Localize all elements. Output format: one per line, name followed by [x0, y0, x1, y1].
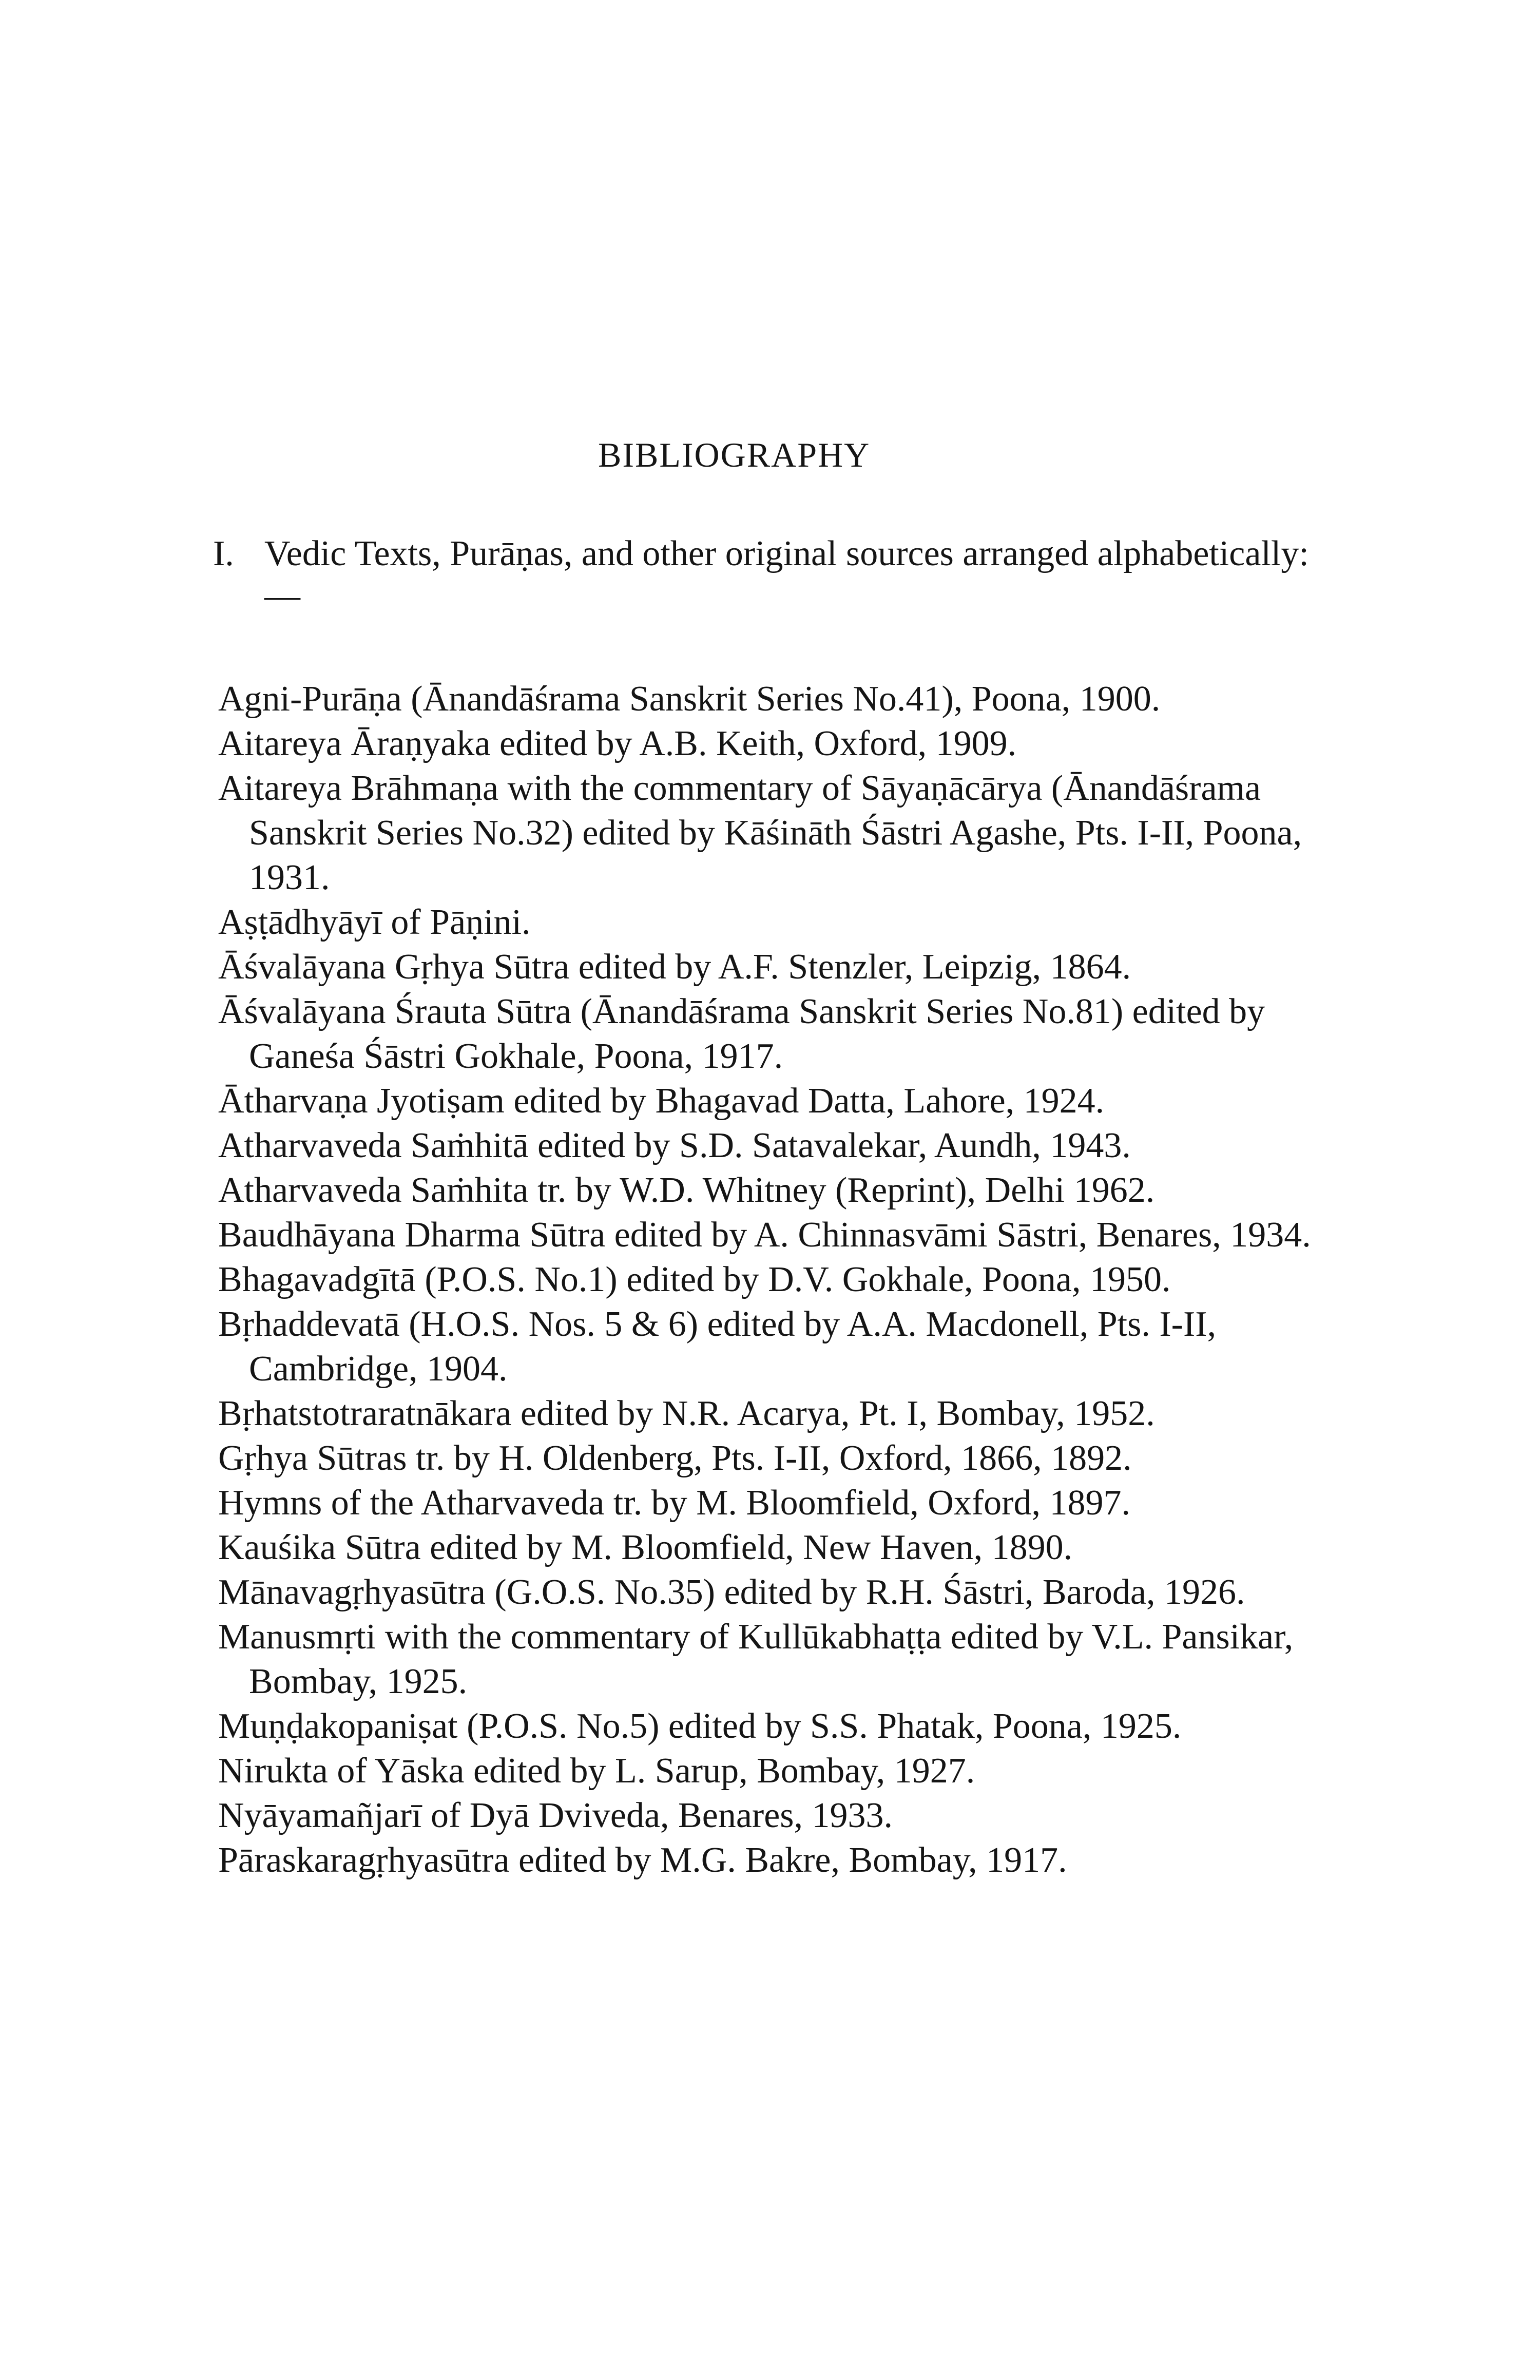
bibliography-entry: Aitareya Āraṇyaka edited by A.B. Keith, Oxford, 1909. — [218, 724, 1017, 763]
bibliography-entry: Manusmṛti with the commentary of Kullūkabhaṭṭa edited by V.L. Pansikar, Bombay, 1925. — [218, 1617, 1294, 1701]
bibliography-entry: Āśvalāyana Gṛhya Sūtra edited by A.F. Stenzler, Leipzig, 1864. — [218, 947, 1131, 987]
section-heading-text: Vedic Texts, Purāṇas, and other original sources arranged alphabetically:— — [264, 534, 1309, 616]
bibliography-entry: Atharvaveda Saṁhitā edited by S.D. Satavalekar, Aundh, 1943. — [218, 1126, 1131, 1165]
bibliography-entry: Aṣṭādhyāyī of Pāṇini. — [218, 903, 531, 942]
bibliography-entry: Muṇḍakopaniṣat (P.O.S. No.5) edited by S.S. Phatak, Poona, 1925. — [218, 1706, 1182, 1746]
bibliography-entry: Āśvalāyana Śrauta Sūtra (Ānandāśrama Sanskrit Series No.81) edited by Ganeśa Śāstri Gokhale, Poona, 1917. — [218, 992, 1265, 1076]
bibliography-entry: Nirukta of Yāska edited by L. Sarup, Bombay, 1927. — [218, 1751, 975, 1791]
section-heading — [213, 533, 1317, 617]
bibliography-entry: Mānavagṛhyasūtra (G.O.S. No.35) edited by R.H. Śāstri, Baroda, 1926. — [218, 1572, 1245, 1612]
page-title: BIBLIOGRAPHY — [598, 435, 871, 474]
bibliography-entry: Pāraskaragṛhyasūtra edited by M.G. Bakre, Bombay, 1917. — [218, 1840, 1067, 1880]
bibliography-entry: Agni-Purāṇa (Ānandāśrama Sanskrit Series No.41), Poona, 1900. — [218, 679, 1161, 719]
bibliography-entry: Bṛhaddevatā (H.O.S. Nos. 5 & 6) edited by A.A. Macdonell, Pts. I-II, Cambridge, 1904. — [218, 1304, 1217, 1389]
bibliography-entry: Bhagavadgītā (P.O.S. No.1) edited by D.V. Gokhale, Poona, 1950. — [218, 1260, 1171, 1299]
bibliography-entry: Aitareya Brāhmaṇa with the commentary of Sāyaṇācārya (Ānandāśrama Sanskrit Series No.32) edited by Kāśināth Śāstri Agashe, Pts. I-II, Poona, 1931. — [218, 769, 1302, 897]
bibliography-entry: Gṛhya Sūtras tr. by H. Oldenberg, Pts. I-II, Oxford, 1866, 1892. — [218, 1438, 1132, 1478]
bibliography-entry: Kauśika Sūtra edited by M. Bloomfield, New Haven, 1890. — [218, 1528, 1073, 1567]
bibliography-entry: Hymns of the Atharvaveda tr. by M. Bloomfield, Oxford, 1897. — [218, 1483, 1130, 1523]
section-number: I. — [213, 534, 234, 573]
bibliography-entry: Baudhāyana Dharma Sūtra edited by A. Chinnasvāmi Sāstri, Benares, 1934. — [218, 1215, 1311, 1255]
bibliography-entry: Ātharvaṇa Jyotiṣam edited by Bhagavad Datta, Lahore, 1924. — [218, 1081, 1105, 1121]
bibliography-entry: Nyāyamañjarī of Dyā Dviveda, Benares, 1933. — [218, 1796, 893, 1835]
bibliography-list — [218, 677, 1312, 1883]
bibliography-entry: Atharvaveda Saṁhita tr. by W.D. Whitney (Reprint), Delhi 1962. — [218, 1170, 1155, 1210]
bibliography-entry: Bṛhatstotraratnākara edited by N.R. Acarya, Pt. I, Bombay, 1952. — [218, 1394, 1155, 1433]
